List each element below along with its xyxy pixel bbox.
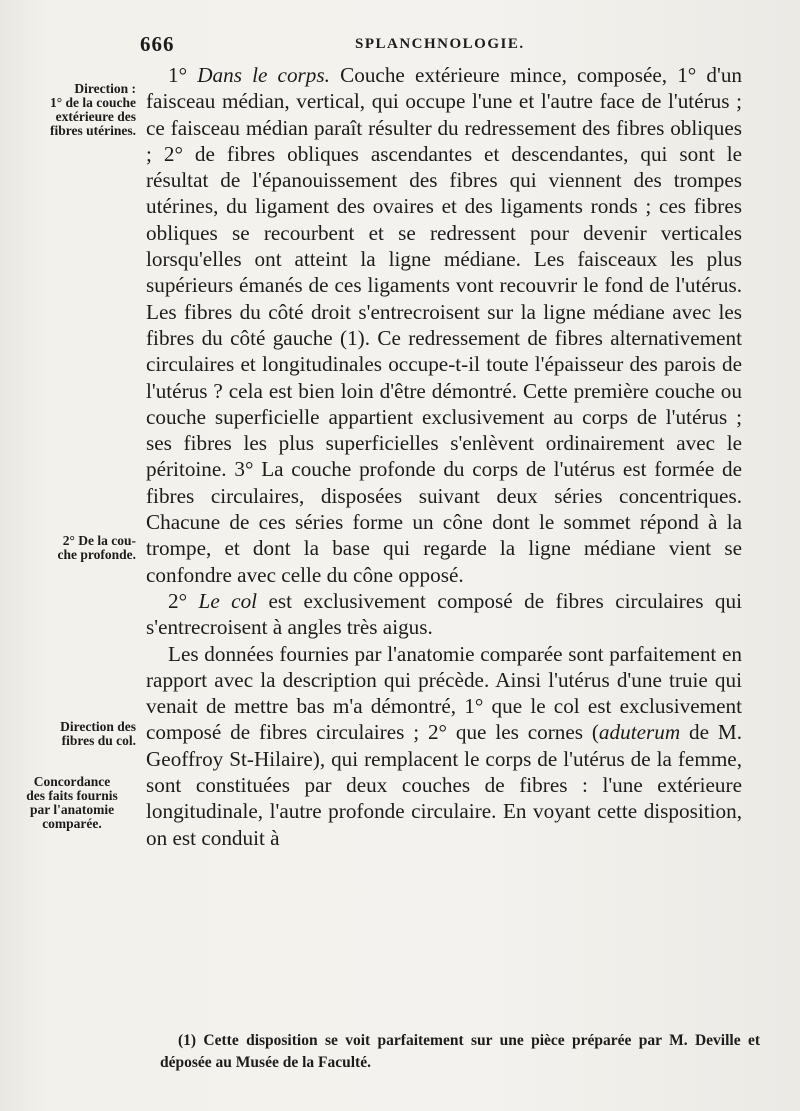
margin-note-line: 1° de la couche [49, 95, 136, 110]
margin-note-line: extérieure des [55, 109, 136, 124]
margin-note-concordance [8, 775, 136, 831]
margin-note-line: fibres utérines. [50, 123, 136, 138]
paragraph-number: 2° [168, 588, 188, 613]
margin-note-line: 2° De la cou- [62, 533, 136, 548]
running-title: SPLANCHNOLOGIE. [355, 36, 525, 52]
paragraph-text: Les données fournies par l'anatomie comparée sont parfaitement en rapport avec la description qui précède. Ainsi l'utérus d'une truie qui venait de mettre bas m'a démontré, 1° que le col est exclusivement composé de fibres circulaires ; 2° que les cornes ( [146, 641, 742, 745]
margin-note-couche-profonde [8, 534, 136, 562]
paragraph-col [146, 588, 742, 641]
paragraph-text: est exclusivement composé de fibres circulaires qui s'entrecroisent à angles très aigus. [146, 588, 742, 640]
margin-note-line: fibres du col. [61, 733, 136, 748]
page-number: 666 [140, 32, 175, 56]
paragraph-concordance [146, 641, 742, 851]
margin-note-direction [8, 82, 136, 138]
margin-notes [0, 0, 140, 1111]
paragraph-heading: Dans le corps. [197, 63, 330, 87]
body-text [146, 62, 742, 851]
margin-note-direction-col [8, 720, 136, 748]
margin-note-line: Direction des [60, 719, 136, 734]
margin-note-line: par l'anatomie [29, 802, 115, 817]
paragraph-text: Couche extérieure mince, composée, 1° d'un faisceau médian, vertical, qui occupe l'une et l'autre face de l'utérus ; ce faisceau médian paraît résulter du redressement des fibres obliques ; 2° de fibres obliques ascendantes et descendantes, qui sont le résultat de l'épanouissement des fibres qui viennent des trompes utérines, du ligament des ovaires et des ligaments ronds ; ces fibres obliques se recourbent et se redressent pour devenir verticales lorsqu'elles ont atteint la ligne médiane. Les faisceaux les plus supérieurs émanés de ces ligaments vont recouvrir le fond de l'utérus. Les fibres du côté droit s'entrecroisent sur la ligne médiane avec les fibres du côté gauche (1). Ce redressement de fibres alternativement circulaires et longitudinales occupe-t-il toute l'épaisseur des parois de l'utérus ? cela est bien loin d'être démontré. Cette première couche ou couche superficielle appartient exclusivement au corps de l'utérus ; ses fibres les plus superficielles s'enlèvent ordinairement avec le péritoine. 3° La couche profonde du corps de l'utérus est formée de fibres circulaires, disposées suivant deux séries concentriques. Chacune de ces séries forme un cône dont le sommet répond à la trompe, et dont la base qui regarde la ligne médiane vient se confondre avec celle du cône opposé. [146, 63, 743, 587]
margin-note-line: Concordance [33, 774, 111, 789]
margin-note-line: des faits fournis [26, 788, 118, 803]
paragraph-italic-term: aduterum [598, 720, 681, 745]
paragraph-heading: Le col [198, 588, 258, 613]
paragraph-number: 1° [168, 63, 188, 87]
footnote: (1) Cette disposition se voit parfaitement sur une pièce préparée par M. Deville et déposée au Musée de la Faculté. [160, 1032, 760, 1071]
paragraph-corps [146, 62, 742, 588]
paragraph-text: de M. Geoffroy St-Hilaire), qui remplacent le corps de l'utérus de la femme, sont constituées par deux couches de fibres : l'une extérieure longitudinale, l'autre profonde circulaire. En voyant cette disposition, on est conduit à [146, 720, 742, 850]
margin-note-line: comparée. [42, 816, 102, 831]
margin-note-line: che profonde. [57, 547, 136, 562]
margin-note-line: Direction : [74, 81, 136, 96]
